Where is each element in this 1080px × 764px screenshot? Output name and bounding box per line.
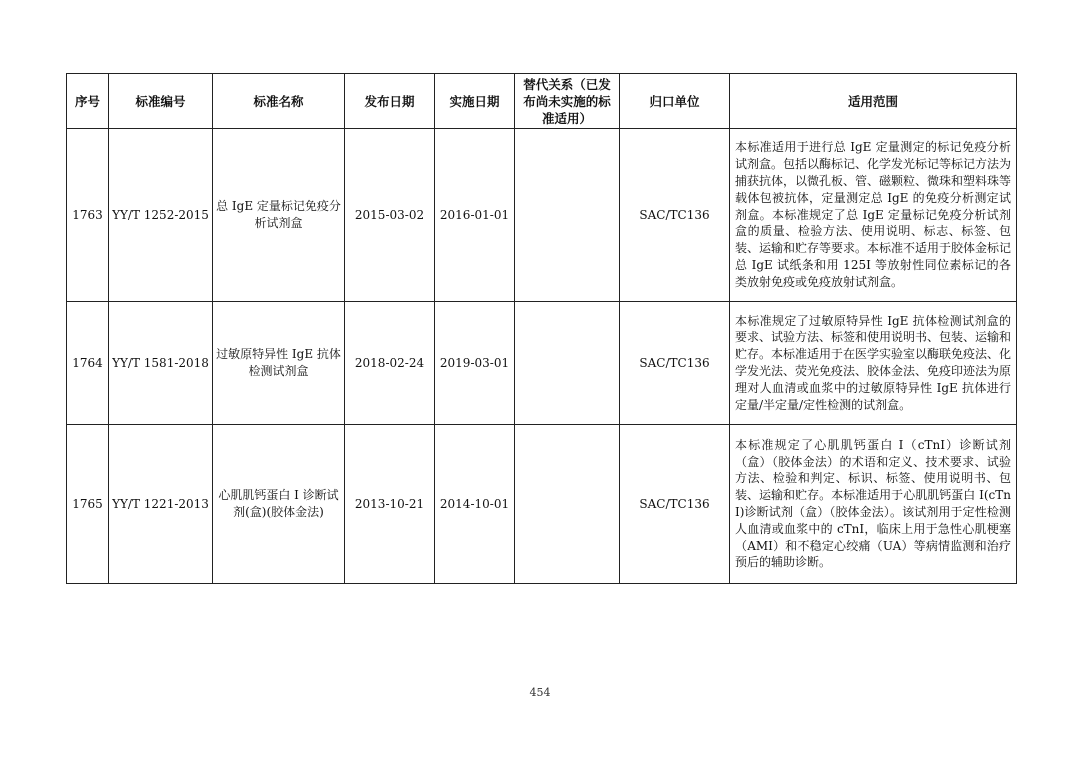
cell-implement-date: 2014-10-01 [435, 425, 515, 584]
table-row [67, 425, 1017, 584]
cell-replace [515, 302, 620, 425]
cell-replace [515, 129, 620, 302]
header-name: 标准名称 [213, 74, 345, 129]
cell-scope: 本标准规定了心肌肌钙蛋白 I（cTnI）诊断试剂（盒）（胶体金法）的术语和定义、技术要求、试验方法、检验和判定、标识、标签、使用说明书、包装、运输和贮存。本标准适用于心肌肌钙蛋白 I(cTnI)诊断试剂（盒）（胶体金法）。该试剂用于定性检测人血清或血浆中的 cTnI，临床上用于急性心肌梗塞（AMI）和不稳定心绞痛（UA）等病情监测和治疗预后的辅助诊断。 [730, 425, 1017, 584]
cell-scope: 本标准适用于进行总 IgE 定量测定的标记免疫分析试剂盒。包括以酶标记、化学发光标记等标记方法为捕获抗体，以微孔板、管、磁颗粒、微珠和塑料珠等载体包被抗体，定量测定总 IgE 的免疫分析测定试剂盒。本标准规定了总 IgE 定量标记免疫分析试剂盒的质量、检验方法、使用说明、标志、标签、包装、运输和贮存等要求。本标准不适用于胶体金标记总 IgE 试纸条和用 125I 等放射性同位素标记的各类放射免疫或免疫放射试剂盒。 [730, 129, 1017, 302]
cell-code: YY/T 1221-2013 [109, 425, 213, 584]
header-scope: 适用范围 [730, 74, 1017, 129]
cell-unit: SAC/TC136 [620, 129, 730, 302]
cell-code: YY/T 1581-2018 [109, 302, 213, 425]
header-replace: 替代关系（已发布尚未实施的标准适用） [515, 74, 620, 129]
header-implement-date: 实施日期 [435, 74, 515, 129]
table-row [67, 129, 1017, 302]
cell-code: YY/T 1252-2015 [109, 129, 213, 302]
standards-table [66, 73, 1017, 584]
cell-publish-date: 2013-10-21 [345, 425, 435, 584]
cell-name: 心肌肌钙蛋白 I 诊断试剂(盒)(胶体金法) [213, 425, 345, 584]
cell-publish-date: 2018-02-24 [345, 302, 435, 425]
cell-unit: SAC/TC136 [620, 425, 730, 584]
header-unit: 归口单位 [620, 74, 730, 129]
header-publish-date: 发布日期 [345, 74, 435, 129]
cell-publish-date: 2015-03-02 [345, 129, 435, 302]
header-seq: 序号 [67, 74, 109, 129]
cell-implement-date: 2019-03-01 [435, 302, 515, 425]
cell-seq: 1764 [67, 302, 109, 425]
header-row [67, 74, 1017, 129]
page-number: 454 [529, 686, 551, 699]
cell-seq: 1765 [67, 425, 109, 584]
cell-scope: 本标准规定了过敏原特异性 IgE 抗体检测试剂盒的要求、试验方法、标签和使用说明书、包装、运输和贮存。本标准适用于在医学实验室以酶联免疫法、化学发光法、荧光免疫法、胶体金法、免疫印迹法为原理对人血清或血浆中的过敏原特异性 IgE 抗体进行定量/半定量/定性检测的试剂盒。 [730, 302, 1017, 425]
cell-replace [515, 425, 620, 584]
table-row [67, 302, 1017, 425]
cell-seq: 1763 [67, 129, 109, 302]
cell-name: 总 IgE 定量标记免疫分析试剂盒 [213, 129, 345, 302]
cell-implement-date: 2016-01-01 [435, 129, 515, 302]
header-code: 标准编号 [109, 74, 213, 129]
cell-unit: SAC/TC136 [620, 302, 730, 425]
cell-name: 过敏原特异性 IgE 抗体检测试剂盒 [213, 302, 345, 425]
